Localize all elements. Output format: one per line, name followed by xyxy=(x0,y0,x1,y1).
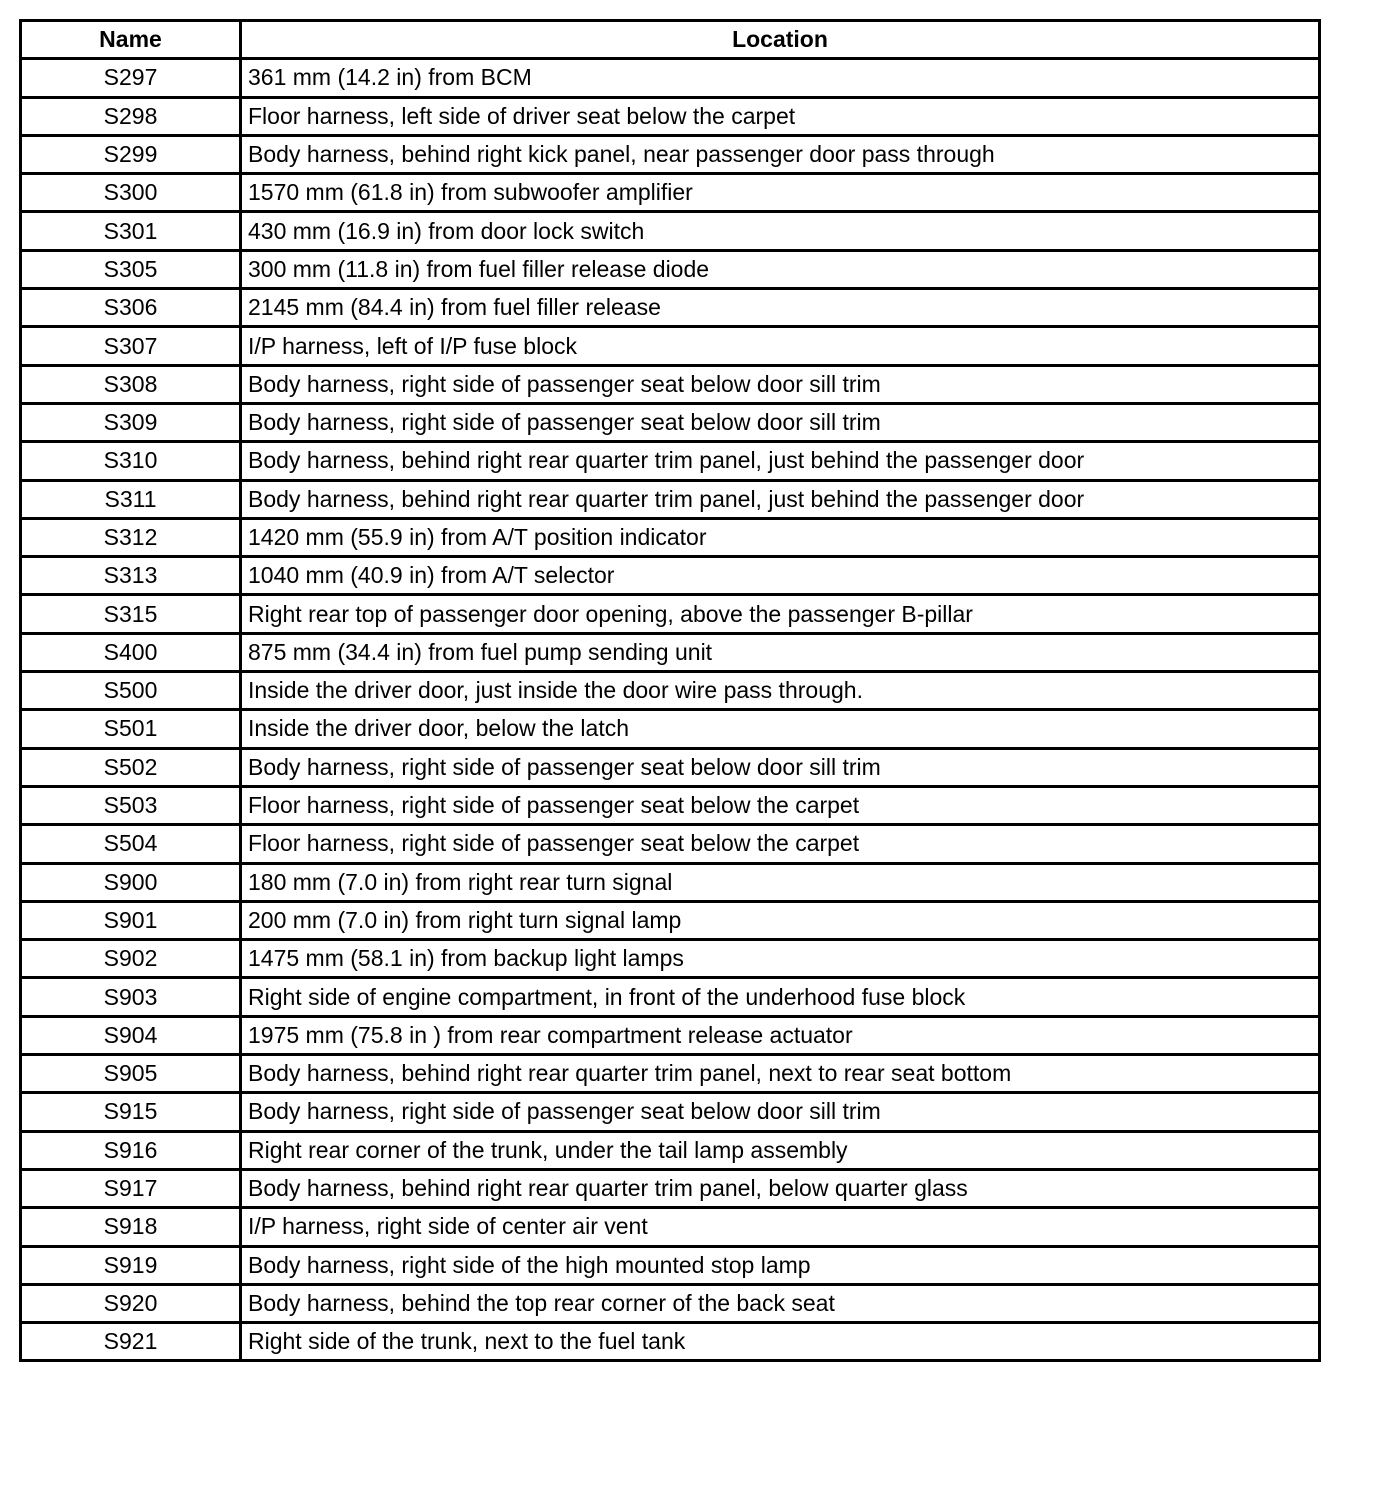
table-row xyxy=(21,1169,1320,1207)
table-row xyxy=(21,518,1320,556)
table-row xyxy=(21,97,1320,135)
table-body xyxy=(21,59,1320,1361)
table-row xyxy=(21,1016,1320,1054)
table-row xyxy=(21,940,1320,978)
splice-name-cell: S501 xyxy=(21,710,241,748)
splice-location-cell: 300 mm (11.8 in) from fuel filler release diode xyxy=(241,250,1320,288)
location-column-header: Location xyxy=(241,21,1320,59)
splice-name-cell: S919 xyxy=(21,1246,241,1284)
table-row xyxy=(21,1093,1320,1131)
splice-name-cell: S400 xyxy=(21,633,241,671)
table-header-row xyxy=(21,21,1320,59)
splice-location-cell: 1975 mm (75.8 in ) from rear compartment release actuator xyxy=(241,1016,1320,1054)
splice-location-cell: 361 mm (14.2 in) from BCM xyxy=(241,59,1320,97)
splice-location-cell: 200 mm (7.0 in) from right turn signal lamp xyxy=(241,901,1320,939)
splice-location-cell: Body harness, behind right rear quarter trim panel, next to rear seat bottom xyxy=(241,1055,1320,1093)
table-row xyxy=(21,825,1320,863)
table-row xyxy=(21,1246,1320,1284)
splice-name-cell: S503 xyxy=(21,786,241,824)
splice-location-cell: Body harness, behind right rear quarter trim panel, just behind the passenger door xyxy=(241,442,1320,480)
splice-name-cell: S300 xyxy=(21,174,241,212)
splice-location-cell: Body harness, right side of passenger seat below door sill trim xyxy=(241,748,1320,786)
splice-name-cell: S298 xyxy=(21,97,241,135)
table-row xyxy=(21,710,1320,748)
splice-location-cell: Inside the driver door, just inside the door wire pass through. xyxy=(241,672,1320,710)
table-row xyxy=(21,442,1320,480)
splice-name-cell: S915 xyxy=(21,1093,241,1131)
splice-name-cell: S312 xyxy=(21,518,241,556)
splice-location-cell: Body harness, behind right kick panel, near passenger door pass through xyxy=(241,135,1320,173)
splice-name-cell: S299 xyxy=(21,135,241,173)
splice-name-cell: S306 xyxy=(21,289,241,327)
splice-name-cell: S901 xyxy=(21,901,241,939)
splice-location-cell: Right side of engine compartment, in front of the underhood fuse block xyxy=(241,978,1320,1016)
splice-location-cell: Body harness, right side of the high mounted stop lamp xyxy=(241,1246,1320,1284)
splice-name-cell: S297 xyxy=(21,59,241,97)
table-row xyxy=(21,289,1320,327)
splice-name-cell: S313 xyxy=(21,557,241,595)
splice-name-cell: S301 xyxy=(21,212,241,250)
splice-name-cell: S308 xyxy=(21,365,241,403)
splice-location-cell: I/P harness, left of I/P fuse block xyxy=(241,327,1320,365)
splice-location-table xyxy=(19,19,1321,1362)
splice-location-cell: 2145 mm (84.4 in) from fuel filler release xyxy=(241,289,1320,327)
splice-name-cell: S309 xyxy=(21,403,241,441)
splice-name-cell: S916 xyxy=(21,1131,241,1169)
table-row xyxy=(21,365,1320,403)
splice-location-cell: 1475 mm (58.1 in) from backup light lamps xyxy=(241,940,1320,978)
name-column-header: Name xyxy=(21,21,241,59)
table-row xyxy=(21,327,1320,365)
splice-location-cell: Inside the driver door, below the latch xyxy=(241,710,1320,748)
splice-location-cell: Body harness, behind right rear quarter trim panel, just behind the passenger door xyxy=(241,480,1320,518)
table-row xyxy=(21,403,1320,441)
table-row xyxy=(21,1208,1320,1246)
splice-name-cell: S904 xyxy=(21,1016,241,1054)
splice-location-cell: 430 mm (16.9 in) from door lock switch xyxy=(241,212,1320,250)
splice-name-cell: S902 xyxy=(21,940,241,978)
splice-name-cell: S502 xyxy=(21,748,241,786)
table-row xyxy=(21,1323,1320,1361)
splice-location-cell: Floor harness, left side of driver seat below the carpet xyxy=(241,97,1320,135)
splice-location-cell: Body harness, right side of passenger seat below door sill trim xyxy=(241,1093,1320,1131)
table-row xyxy=(21,135,1320,173)
splice-location-cell: 1420 mm (55.9 in) from A/T position indicator xyxy=(241,518,1320,556)
table-row xyxy=(21,978,1320,1016)
splice-name-cell: S500 xyxy=(21,672,241,710)
table-row xyxy=(21,786,1320,824)
table-row xyxy=(21,901,1320,939)
splice-location-cell: I/P harness, right side of center air vent xyxy=(241,1208,1320,1246)
splice-name-cell: S504 xyxy=(21,825,241,863)
splice-location-cell: Body harness, behind the top rear corner of the back seat xyxy=(241,1284,1320,1322)
table-row xyxy=(21,748,1320,786)
splice-location-cell: Body harness, behind right rear quarter trim panel, below quarter glass xyxy=(241,1169,1320,1207)
splice-name-cell: S900 xyxy=(21,863,241,901)
splice-location-cell: Body harness, right side of passenger seat below door sill trim xyxy=(241,403,1320,441)
table-row xyxy=(21,1055,1320,1093)
splice-location-cell: 875 mm (34.4 in) from fuel pump sending unit xyxy=(241,633,1320,671)
table-row xyxy=(21,1131,1320,1169)
splice-location-cell: Right rear top of passenger door opening, above the passenger B-pillar xyxy=(241,595,1320,633)
table-row xyxy=(21,59,1320,97)
splice-name-cell: S920 xyxy=(21,1284,241,1322)
splice-name-cell: S905 xyxy=(21,1055,241,1093)
splice-name-cell: S315 xyxy=(21,595,241,633)
table-row xyxy=(21,595,1320,633)
splice-name-cell: S918 xyxy=(21,1208,241,1246)
table-row xyxy=(21,480,1320,518)
table-row xyxy=(21,212,1320,250)
splice-name-cell: S903 xyxy=(21,978,241,1016)
splice-location-cell: 180 mm (7.0 in) from right rear turn signal xyxy=(241,863,1320,901)
splice-name-cell: S305 xyxy=(21,250,241,288)
table-row xyxy=(21,672,1320,710)
splice-location-cell: 1570 mm (61.8 in) from subwoofer amplifier xyxy=(241,174,1320,212)
table-row xyxy=(21,174,1320,212)
splice-name-cell: S917 xyxy=(21,1169,241,1207)
table-row xyxy=(21,557,1320,595)
splice-name-cell: S311 xyxy=(21,480,241,518)
splice-location-cell: Floor harness, right side of passenger seat below the carpet xyxy=(241,786,1320,824)
splice-location-cell: Floor harness, right side of passenger seat below the carpet xyxy=(241,825,1320,863)
splice-location-cell: Right rear corner of the trunk, under the tail lamp assembly xyxy=(241,1131,1320,1169)
splice-location-cell: Body harness, right side of passenger seat below door sill trim xyxy=(241,365,1320,403)
table-row xyxy=(21,863,1320,901)
splice-name-cell: S921 xyxy=(21,1323,241,1361)
splice-location-cell: 1040 mm (40.9 in) from A/T selector xyxy=(241,557,1320,595)
splice-name-cell: S307 xyxy=(21,327,241,365)
splice-location-cell: Right side of the trunk, next to the fuel tank xyxy=(241,1323,1320,1361)
table-row xyxy=(21,250,1320,288)
table-row xyxy=(21,1284,1320,1322)
table-row xyxy=(21,633,1320,671)
splice-name-cell: S310 xyxy=(21,442,241,480)
